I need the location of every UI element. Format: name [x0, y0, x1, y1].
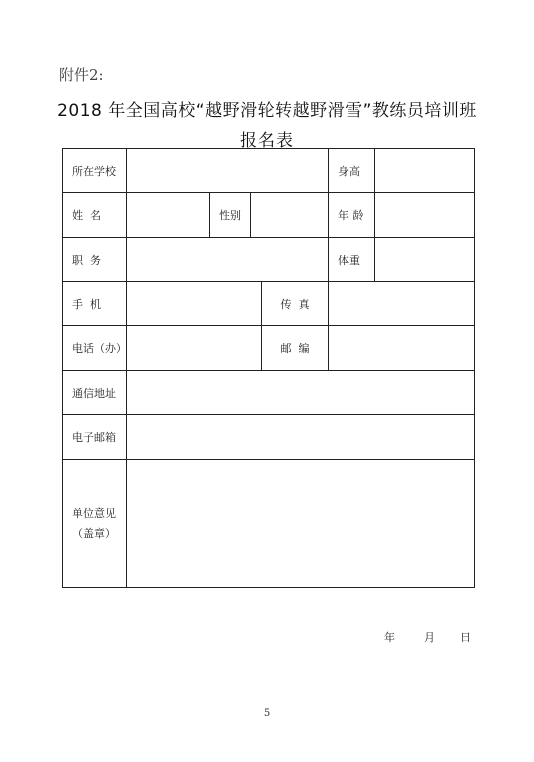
phone-field[interactable] [126, 325, 262, 371]
position-field[interactable] [126, 237, 329, 282]
attachment-label: 附件2: [59, 66, 104, 84]
postcode-field[interactable] [328, 325, 475, 371]
weight-field[interactable] [374, 237, 475, 282]
age-label: 年 龄 [328, 192, 375, 238]
mobile-field[interactable] [126, 281, 262, 326]
position-label: 职 务 [62, 237, 127, 282]
gender-label: 性别 [209, 192, 251, 238]
address-field[interactable] [126, 370, 475, 415]
mobile-label: 手 机 [62, 281, 127, 326]
phone-label: 电话（办） [62, 325, 127, 371]
age-field[interactable] [374, 192, 475, 238]
weight-label: 体重 [328, 237, 375, 282]
date-day: 日 [460, 631, 471, 644]
opinion-label-line2: （盖章） [72, 526, 116, 540]
email-label: 电子邮箱 [62, 414, 127, 460]
fax-label: 传 真 [261, 281, 329, 326]
name-label: 姓 名 [62, 192, 127, 238]
date-month: 月 [424, 631, 435, 644]
opinion-label [62, 459, 127, 588]
opinion-label-line1: 单位意见 [72, 506, 116, 520]
form-title: 2018 年全国高校“越野滑轮转越野滑雪”教练员培训班 [57, 101, 477, 121]
gender-field[interactable] [250, 192, 329, 238]
height-label: 身高 [328, 148, 375, 193]
height-field[interactable] [374, 148, 475, 193]
school-label: 所在学校 [62, 148, 127, 193]
address-label: 通信地址 [62, 370, 127, 415]
postcode-label: 邮 编 [261, 325, 329, 371]
school-field[interactable] [126, 148, 329, 193]
fax-field[interactable] [328, 281, 475, 326]
form-subtitle: 报名表 [240, 131, 294, 151]
page-number: 5 [263, 708, 271, 719]
email-field[interactable] [126, 414, 475, 460]
date-year: 年 [384, 631, 395, 644]
opinion-field[interactable] [126, 459, 475, 588]
registration-form-table [62, 148, 475, 588]
name-field[interactable] [126, 192, 210, 238]
